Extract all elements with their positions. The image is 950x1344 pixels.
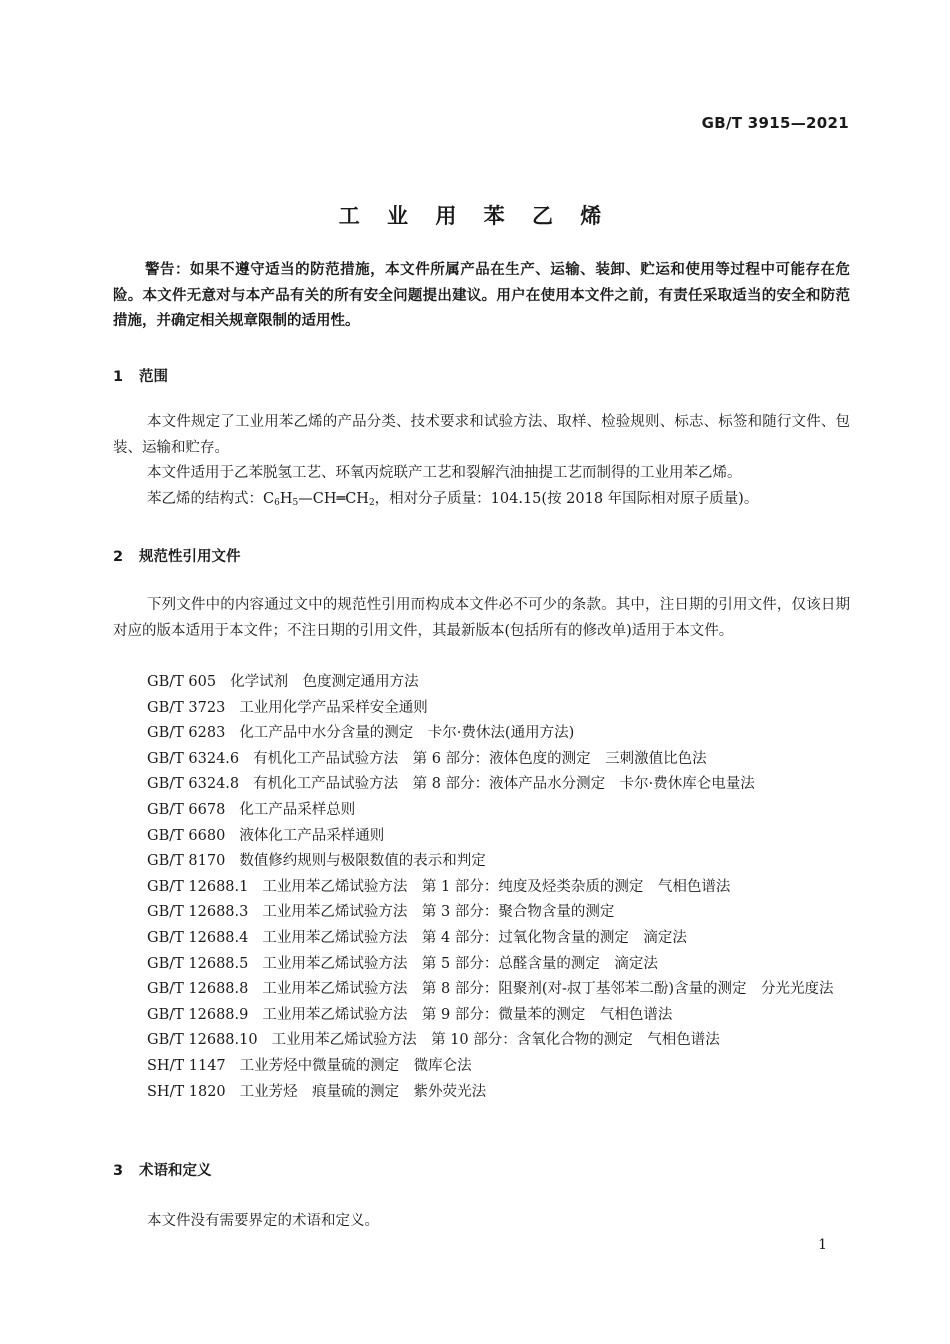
formula-subscript-2: 5 bbox=[292, 498, 299, 508]
reference-code: GB/T 8170 bbox=[147, 853, 226, 870]
warning-paragraph: 警告：如果不遵守适当的防范措施，本文件所属产品在生产、运输、装卸、贮运和使用等过程中可能存在危险。本文件无意对与本产品有关的所有安全问题提出建议。用户在使用本文件之前，有责任采取适当的安全和防范措施，并确定相关规章限制的适用性。 bbox=[113, 262, 850, 330]
reference-title: 工业芳烃中微量硫的测定 微库仑法 bbox=[239, 1057, 472, 1074]
section-title: 范围 bbox=[139, 369, 168, 385]
scope-paragraph-2: 本文件适用于乙苯脱氢工艺、环氧丙烷联产工艺和裂解汽油抽提工艺而制得的工业用苯乙烯。 bbox=[147, 465, 742, 481]
scope-paragraph-1: 本文件规定了工业用苯乙烯的产品分类、技术要求和试验方法、取样、检验规则、标志、标签和随行文件、包装、运输和贮存。 bbox=[113, 414, 850, 456]
reference-item bbox=[113, 824, 850, 850]
document-title: 工 业 用 苯 乙 烯 bbox=[338, 204, 612, 228]
reference-list bbox=[113, 670, 850, 1105]
reference-code: GB/T 12688.9 bbox=[147, 1006, 249, 1023]
reference-item bbox=[113, 900, 850, 926]
reference-title: 工业芳烃 痕量硫的测定 紫外荧光法 bbox=[239, 1083, 487, 1100]
formula-middle: —CH═CH bbox=[298, 491, 369, 507]
section-1-heading bbox=[113, 365, 168, 386]
section-3-heading bbox=[113, 1159, 212, 1180]
reference-title: 工业用苯乙烯试验方法 第 5 部分：总醛含量的测定 滴定法 bbox=[262, 955, 658, 972]
reference-code: GB/T 12688.8 bbox=[147, 981, 249, 998]
reference-item bbox=[113, 926, 850, 952]
section-title: 术语和定义 bbox=[139, 1163, 212, 1179]
reference-item bbox=[113, 670, 850, 696]
references-intro: 下列文件中的内容通过文中的规范性引用而构成本文件必不可少的条款。其中，注日期的引用文件，仅该日期对应的版本适用于本文件；不注日期的引用文件，其最新版本(包括所有的修改单)适用于本文件。 bbox=[113, 597, 850, 639]
section-number: 2 bbox=[113, 549, 124, 565]
reference-title: 液体化工产品采样通则 bbox=[239, 827, 385, 844]
reference-title: 工业用苯乙烯试验方法 第 3 部分：聚合物含量的测定 bbox=[262, 904, 615, 921]
section-number: 3 bbox=[113, 1163, 124, 1179]
reference-code: GB/T 605 bbox=[147, 674, 217, 690]
reference-title: 化工产品中水分含量的测定 卡尔·费休法(通用方法) bbox=[239, 725, 575, 742]
reference-item bbox=[113, 952, 850, 978]
reference-title: 有机化工产品试验方法 第 6 部分：液体色度的测定 三刺激值比色法 bbox=[253, 750, 707, 767]
reference-code: GB/T 12688.3 bbox=[147, 904, 249, 921]
reference-code: SH/T 1147 bbox=[147, 1057, 226, 1074]
reference-item bbox=[113, 721, 850, 747]
reference-item bbox=[113, 696, 850, 722]
reference-item bbox=[113, 772, 850, 798]
scope-formula-paragraph bbox=[113, 487, 850, 517]
reference-code: GB/T 6324.6 bbox=[147, 750, 240, 767]
reference-code: GB/T 3723 bbox=[147, 699, 226, 716]
section-number: 1 bbox=[113, 369, 124, 385]
reference-item bbox=[113, 849, 850, 875]
section-2-heading bbox=[113, 545, 241, 566]
reference-item bbox=[113, 875, 850, 901]
reference-title: 化工产品采样总则 bbox=[239, 801, 356, 818]
formula-subscript-3: 2 bbox=[368, 498, 375, 508]
reference-title: 工业用苯乙烯试验方法 第 1 部分：纯度及烃类杂质的测定 气相色谱法 bbox=[262, 878, 731, 895]
reference-code: GB/T 12688.5 bbox=[147, 955, 249, 972]
standard-code: GB/T 3915—2021 bbox=[701, 114, 849, 132]
reference-title: 工业用化学产品采样安全通则 bbox=[239, 699, 428, 716]
terms-paragraph: 本文件没有需要界定的术语和定义。 bbox=[147, 1213, 379, 1229]
reference-item bbox=[113, 798, 850, 824]
reference-item bbox=[113, 747, 850, 773]
reference-title: 工业用苯乙烯试验方法 第 9 部分：微量苯的测定 气相色谱法 bbox=[262, 1006, 673, 1023]
reference-code: GB/T 12688.10 bbox=[147, 1032, 258, 1049]
reference-title: 化学试剂 色度测定通用方法 bbox=[230, 674, 419, 690]
reference-item bbox=[113, 1028, 850, 1054]
reference-title: 工业用苯乙烯试验方法 第 4 部分：过氧化物含量的测定 滴定法 bbox=[262, 929, 687, 946]
reference-code: GB/T 12688.1 bbox=[147, 878, 249, 895]
reference-title: 工业用苯乙烯试验方法 第 8 部分：阻聚剂(对-叔丁基邻苯二酚)含量的测定 分光光度法 bbox=[262, 981, 834, 998]
reference-item bbox=[113, 1080, 850, 1106]
reference-code: SH/T 1820 bbox=[147, 1083, 226, 1100]
reference-title: 数值修约规则与极限数值的表示和判定 bbox=[239, 853, 486, 870]
reference-item bbox=[113, 1054, 850, 1080]
formula-subscript-1: 6 bbox=[274, 498, 280, 508]
reference-code: GB/T 6680 bbox=[147, 827, 226, 844]
reference-title: 工业用苯乙烯试验方法 第 10 部分：含氧化合物的测定 气相色谱法 bbox=[271, 1032, 720, 1049]
reference-item bbox=[113, 977, 850, 1003]
reference-code: GB/T 6678 bbox=[147, 801, 226, 818]
reference-code: GB/T 12688.4 bbox=[147, 929, 249, 946]
reference-code: GB/T 6324.8 bbox=[147, 776, 240, 793]
reference-item bbox=[113, 1003, 850, 1029]
formula-h: H bbox=[279, 491, 293, 507]
formula-suffix: ，相对分子质量：104.15(按 2018 年国际相对原子质量)。 bbox=[374, 491, 759, 507]
formula-prefix: 苯乙烯的结构式：C bbox=[147, 491, 275, 507]
reference-title: 有机化工产品试验方法 第 8 部分：液体产品水分测定 卡尔·费休库仑电量法 bbox=[253, 776, 755, 793]
reference-code: GB/T 6283 bbox=[147, 725, 226, 742]
section-title: 规范性引用文件 bbox=[139, 549, 241, 565]
page-number: 1 bbox=[818, 1237, 827, 1253]
